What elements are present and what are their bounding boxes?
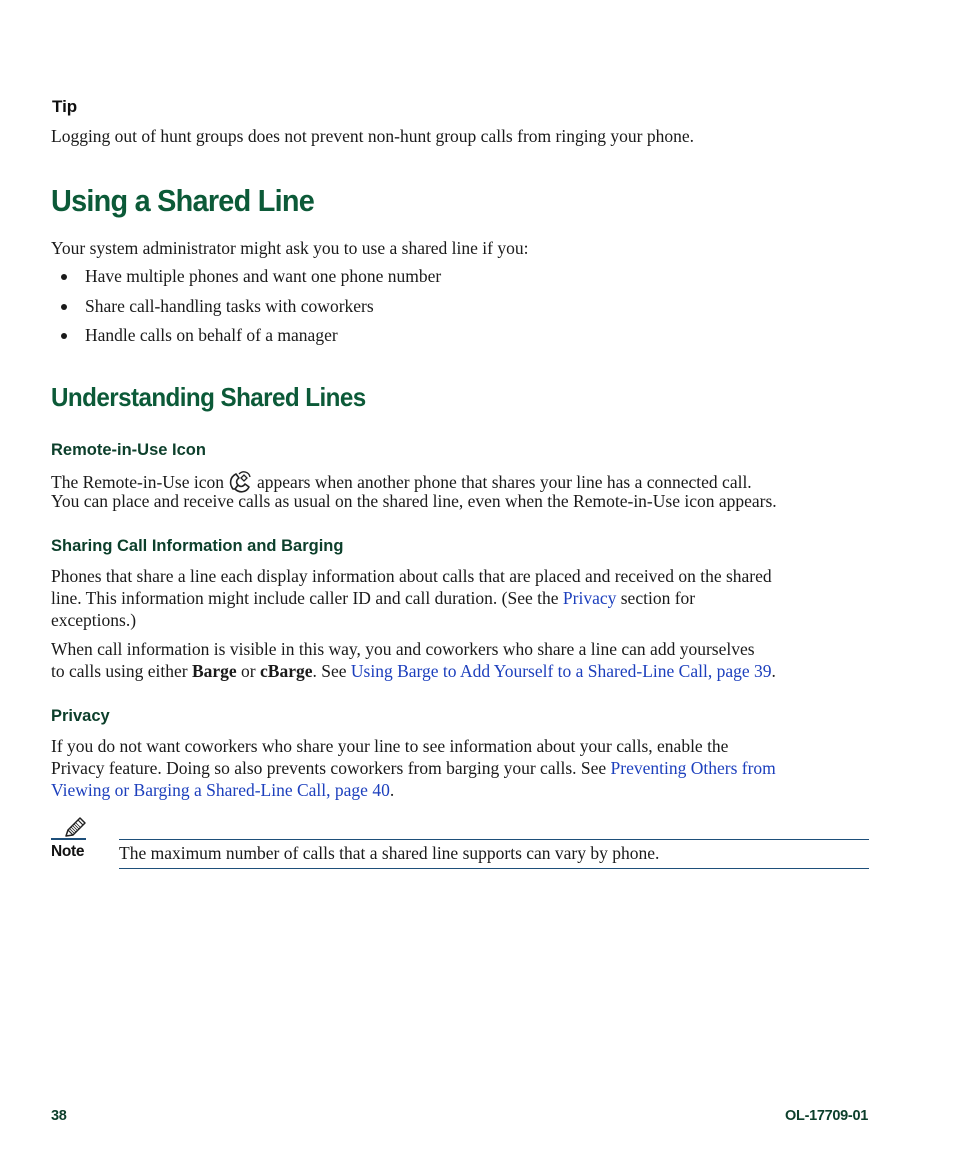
note-bottom-rule: [119, 868, 869, 869]
sharing-p1-line2: [51, 587, 695, 609]
page-number: 38: [51, 1108, 67, 1124]
privacy-line2-pre: Privacy feature. Doing so also prevents coworkers from barging your calls. See: [51, 758, 607, 778]
section-title-shared-line: Using a Shared Line: [51, 183, 315, 218]
or-word: or: [241, 661, 256, 681]
privacy-line3: [51, 779, 394, 801]
remote-in-use-text-before: The Remote-in-Use icon: [51, 472, 225, 492]
sharing-p1-line2-pre: line. This information might include caller ID and call duration. (See the: [51, 588, 559, 608]
privacy-line3-end: .: [389, 780, 395, 800]
sharing-p1-line2-post: section for: [620, 588, 696, 608]
cbarge-term: cBarge: [260, 661, 313, 681]
note-label: Note: [51, 843, 85, 860]
document-id: OL-17709-01: [785, 1108, 868, 1124]
shared-line-intro: Your system administrator might ask you to use a shared line if you:: [51, 238, 529, 258]
note-text: The maximum number of calls that a shared line supports can vary by phone.: [119, 843, 660, 863]
sharing-p2-end: .: [771, 661, 776, 681]
heading-remote-in-use: Remote-in-Use Icon: [51, 441, 206, 459]
section-title-understanding: Understanding Shared Lines: [51, 382, 366, 412]
sharing-p1-line1: Phones that share a line each display information about calls that are placed and received on the shared: [51, 566, 772, 586]
privacy-line1: If you do not want coworkers who share your line to see information about your calls, enable the: [51, 736, 729, 756]
heading-privacy: Privacy: [51, 707, 110, 725]
see-word: . See: [312, 661, 347, 681]
list-item: Handle calls on behalf of a manager: [58, 322, 441, 352]
note-icon-underline: [51, 838, 86, 840]
using-barge-link[interactable]: Using Barge to Add Yourself to a Shared-Line Call, page 39: [350, 661, 772, 681]
heading-sharing-call-info: Sharing Call Information and Barging: [51, 537, 344, 555]
sharing-p2-line2: [51, 660, 776, 682]
sharing-p2-line1: When call information is visible in this way, you and coworkers who share a line can add yourselves: [51, 639, 755, 659]
privacy-line2: [51, 757, 776, 779]
preventing-others-link-part2[interactable]: Viewing or Barging a Shared-Line Call, page 40: [51, 780, 390, 800]
remote-in-use-text-after: appears when another phone that shares your line has a connected call.: [257, 472, 752, 492]
tip-label: Tip: [52, 97, 78, 116]
list-item: Share call-handling tasks with coworkers: [58, 293, 441, 323]
remote-in-use-line2: You can place and receive calls as usual on the shared line, even when the Remote-in-Use icon appears.: [51, 491, 777, 511]
shared-line-bullet-list: [58, 263, 441, 352]
note-top-rule: [119, 839, 869, 840]
sharing-p2-line2-pre: to calls using either: [51, 661, 188, 681]
preventing-others-link-part1[interactable]: Preventing Others from: [610, 758, 776, 778]
privacy-link[interactable]: Privacy: [562, 588, 617, 608]
list-item: Have multiple phones and want one phone number: [58, 263, 441, 293]
sharing-p1-line3: exceptions.): [51, 610, 137, 630]
tip-text: Logging out of hunt groups does not prevent non-hunt group calls from ringing your phone.: [51, 126, 695, 146]
barge-term: Barge: [191, 661, 237, 681]
